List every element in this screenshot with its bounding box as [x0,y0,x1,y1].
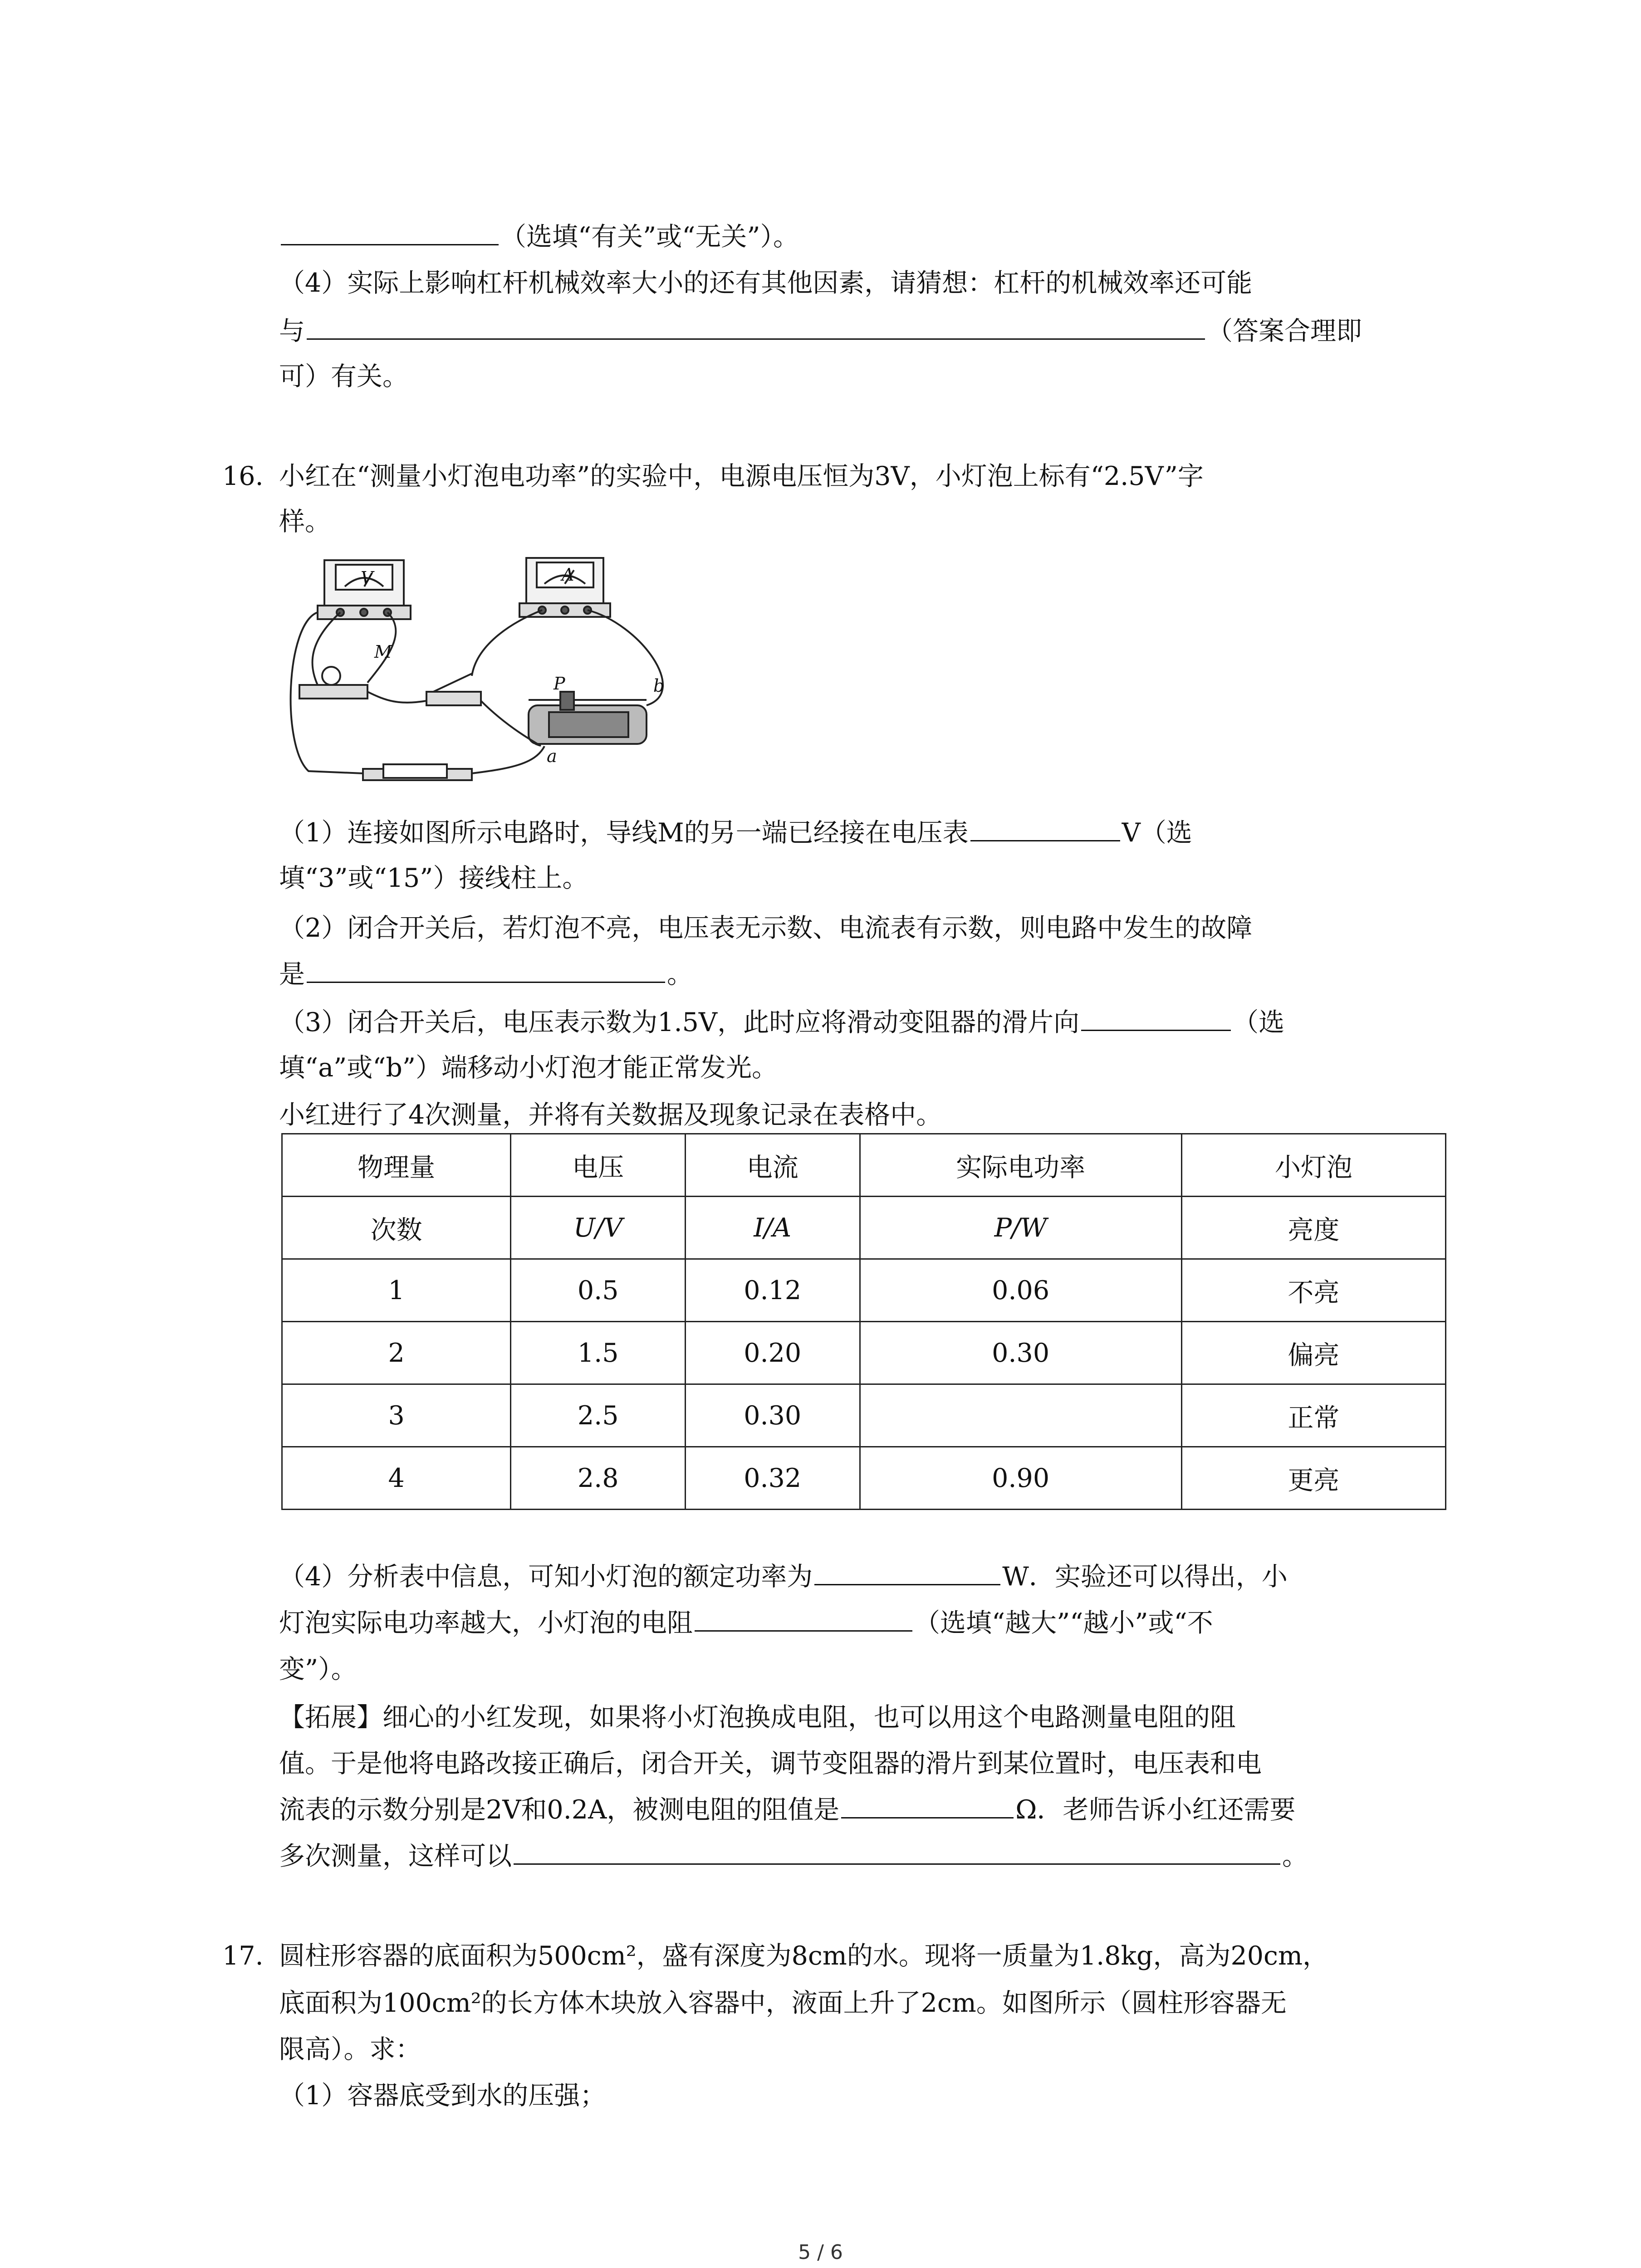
q16-p4-line1: （4）分析表中信息，可知小灯泡的额定功率为 W．实验还可以得出，小 [279,1559,1288,1595]
answer-blank[interactable] [1081,1006,1231,1031]
q17-line3: 限高）。求： [279,2034,421,2064]
table-header-cell: 次数 [282,1197,511,1259]
table-header-cell: 物理量 [282,1134,511,1197]
q16-ext-line1: 【拓展】细心的小红发现，如果将小灯泡换成电阻，也可以用这个电路测量电阻的阻 [279,1702,1236,1732]
q16-p1-line1: （1）连接如图所示电路时，导线M的另一端已经接在电压表 V（选 [279,815,1192,851]
q17-line2: 底面积为100cm²的长方体木块放入容器中，液面上升了2cm。如图所示（圆柱形容器无 [279,1988,1287,2018]
table-header-cell: I/A [685,1197,860,1259]
q17-line1: 圆柱形容器的底面积为500cm²，盛有深度为8cm的水。现将一质量为1.8kg，高为20cm， [279,1941,1329,1971]
q15-line3: 与 （答案合理即 [279,313,1362,349]
q16-stem-line1: 小红在“测量小灯泡电功率”的实验中，电源电压恒为3V，小灯泡上标有“2.5V”字 [279,461,1204,491]
table-cell: 偏亮 [1181,1322,1445,1384]
table-cell: 更亮 [1181,1447,1445,1510]
table-cell: 2 [282,1322,511,1384]
answer-blank[interactable] [514,1840,1280,1865]
q16-p2-line1: （2）闭合开关后，若灯泡不亮，电压表无示数、电流表有示数，则电路中发生的故障 [279,913,1253,943]
ammeter-label: A [562,565,574,585]
table-row [282,1447,1446,1510]
answer-blank[interactable] [814,1560,1000,1585]
table-row [282,1322,1446,1384]
table-cell: 0.30 [685,1384,860,1447]
table-cell: 正常 [1181,1384,1445,1447]
q16-p2-line2: 是 。 [279,956,693,992]
table-header-cell: U/V [511,1197,686,1259]
table-cell: 4 [282,1447,511,1510]
wire-m-label: M [374,642,392,662]
table-header-cell: 亮度 [1181,1197,1445,1259]
q16-p3-line2: 填“a”或“b”）端移动小灯泡才能正常发光。 [279,1053,778,1083]
table-cell-empty[interactable] [860,1384,1181,1447]
answer-blank[interactable] [281,220,499,245]
q16-p3-line1: （3）闭合开关后，电压表示数为1.5V，此时应将滑动变阻器的滑片向 （选 [279,1004,1284,1041]
q16-p4-line3: 变”）。 [279,1654,357,1684]
table-row [282,1384,1446,1447]
question-number: 17. [222,1941,264,1971]
answer-blank[interactable] [307,958,665,983]
q16-ext-line3: 流表的示数分别是2V和0.2A，被测电阻的阻值是 Ω．老师告诉小红还需要 [279,1792,1296,1828]
table-row [282,1259,1446,1322]
answer-blank[interactable] [970,816,1120,841]
q15-line4: 可）有关。 [279,362,408,391]
q16-p4-line2: 灯泡实际电功率越大，小灯泡的电阻 （选填“越大”“越小”或“不 [279,1605,1213,1641]
measurement-table [281,1133,1446,1510]
q15-line1: （选填“有关”或“无关”）。 [279,219,799,255]
end-a-label: a [547,746,557,766]
table-cell: 3 [282,1384,511,1447]
q16-ext-line4: 多次测量，这样可以 。 [279,1838,1308,1874]
answer-blank[interactable] [695,1607,912,1632]
table-header-row-1 [282,1134,1446,1197]
table-header-cell: P/W [860,1197,1181,1259]
table-cell: 1 [282,1259,511,1322]
table-cell: 0.90 [860,1447,1181,1510]
table-cell: 0.5 [511,1259,686,1322]
table-header-cell: 小灯泡 [1181,1134,1445,1197]
table-header-row-2 [282,1197,1446,1259]
answer-blank[interactable] [307,315,1205,340]
table-cell: 0.32 [685,1447,860,1510]
answer-blank[interactable] [841,1794,1014,1818]
table-cell: 0.30 [860,1322,1181,1384]
table-header-cell: 电压 [511,1134,686,1197]
end-b-label: b [653,676,665,696]
q17-line4: （1）容器底受到水的压强； [279,2081,606,2111]
q16-ext-line2: 值。于是他将电路改接正确后，闭合开关，调节变阻器的滑片到某位置时，电压表和电 [279,1749,1262,1779]
question-number: 16. [222,461,264,491]
q15-line2: （4）实际上影响杠杆机械效率大小的还有其他因素，请猜想：杠杆的机械效率还可能 [279,268,1253,298]
slider-p-label: P [554,674,565,694]
table-intro: 小红进行了4次测量，并将有关数据及现象记录在表格中。 [279,1100,942,1130]
q16-p1-line2: 填“3”或“15”）接线柱上。 [279,863,588,893]
q16-stem-line2: 样。 [279,507,331,537]
table-header-cell: 实际电功率 [860,1134,1181,1197]
page-number: 5 / 6 [798,2241,843,2264]
table-cell: 2.5 [511,1384,686,1447]
table-cell: 不亮 [1181,1259,1445,1322]
table-cell: 0.12 [685,1259,860,1322]
table-cell: 0.06 [860,1259,1181,1322]
circuit-figure [281,556,690,782]
table-cell: 1.5 [511,1322,686,1384]
table-cell: 0.20 [685,1322,860,1384]
voltmeter-label: V [361,568,373,588]
table-cell: 2.8 [511,1447,686,1510]
table-header-cell: 电流 [685,1134,860,1197]
